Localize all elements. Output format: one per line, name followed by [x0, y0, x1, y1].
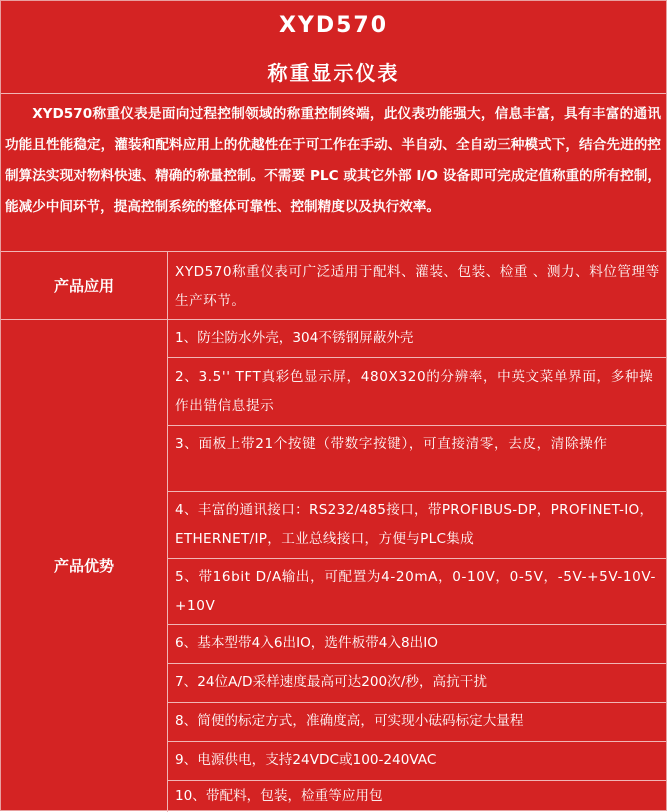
divider	[167, 624, 666, 625]
application-label: 产品应用	[53, 277, 114, 295]
divider	[1, 251, 666, 252]
divider	[167, 357, 666, 358]
divider	[167, 702, 666, 703]
advantage-item: 3、面板上带21个按键（带数字按键），可直接清零，去皮，清除操作	[175, 436, 608, 452]
divider	[167, 663, 666, 664]
advantage-item: 6、基本型带4入6出IO，选件板带4入8出IO	[175, 635, 438, 651]
advantages-label: 产品优势	[53, 557, 114, 575]
advantage-item: 2、3.5'' TFT真彩色显示屏，480X320的分辨率，中英文菜单界面，多种操作出错信息提示	[175, 369, 654, 414]
divider	[1, 319, 666, 320]
advantage-item: 8、简便的标定方式，准确度高，可实现小砝码标定大量程	[175, 713, 524, 729]
advantage-item: 9、电源供电，支持24VDC或100-240VAC	[175, 752, 437, 768]
advantage-item: 10、带配料，包装，检重等应用包	[175, 788, 383, 804]
advantage-item: 5、带16bit D/A输出，可配置为4-20mA，0-10V，0-5V，-5V-+5V-10V-+10V	[175, 569, 657, 614]
divider	[167, 251, 168, 812]
advantage-item: 4、丰富的通讯接口：RS232/485接口，带PROFIBUS-DP，PROFINET-IO，ETHERNET/IP，工业总线接口，方便与PLC集成	[175, 502, 654, 547]
product-subtitle: 称重显示仪表	[267, 61, 400, 85]
advantage-item: 1、防尘防水外壳，304不锈钢屏蔽外壳	[175, 330, 414, 346]
divider	[167, 425, 666, 426]
intro-paragraph: XYD570称重仪表是面向过程控制领域的称重控制终端，此仪表功能强大，信息丰富，具有丰富的通讯功能且性能稳定，灌装和配料应用上的优越性在于可工作在手动、半自动、全自动三种模式下，结合先进的控制算法实现对物料快速、精确的称量控制。不需要 PLC 或其它外部 I/O 设备即可完成定值称重的所有控制，能减少中间环节，提高控制系统的整体可靠性、控制精度以及执行效率。	[5, 106, 661, 215]
divider	[167, 558, 666, 559]
product-title: XYD570	[278, 13, 389, 38]
advantage-item: 7、24位A/D采样速度最高可达200次/秒，高抗干扰	[175, 674, 487, 690]
divider	[167, 780, 666, 781]
divider	[1, 93, 666, 94]
divider	[167, 741, 666, 742]
header	[1, 1, 666, 93]
application-text: XYD570称重仪表可广泛适用于配料、灌装、包装、检重 、测力、料位管理等生产环节。	[175, 264, 660, 309]
divider	[167, 491, 666, 492]
